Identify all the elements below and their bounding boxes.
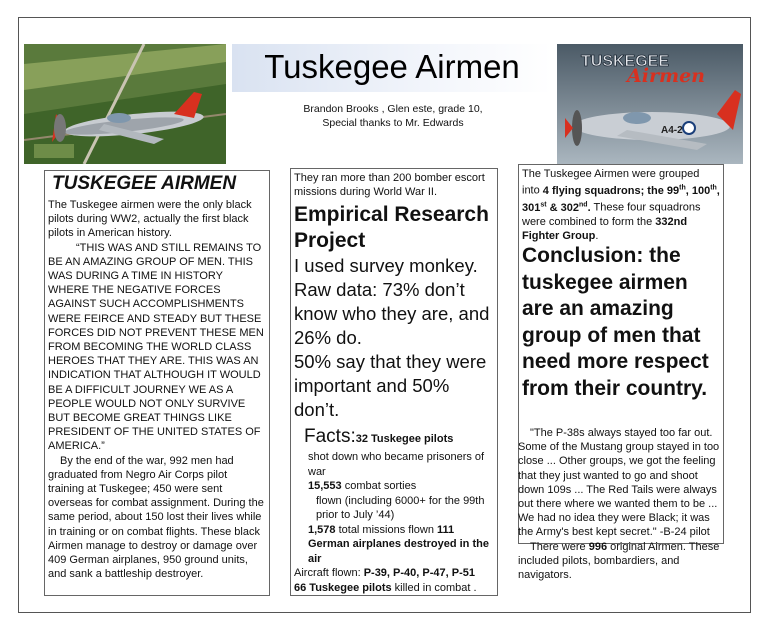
logo-word-airmen: Airmen [627, 65, 705, 87]
conclusion-text: Conclusion: the tuskegee airmen are an amazing group of men that need more respect from their country. [522, 244, 709, 400]
plane-marking: A4-2 [661, 125, 683, 136]
logo-word-tuskegee: TUSKEGEE [581, 53, 670, 70]
photo-tuskegee-logo-plane [557, 44, 743, 164]
sorties-number: 15,553 [308, 480, 342, 493]
bomber-escort-text: They ran more than 200 bomber escort missions during World War II. [294, 172, 485, 199]
facts-sorties [308, 479, 494, 494]
quote-paragraph: “THIS WAS AND STILL REMAINS TO BE AN AMAZING GROUP OF MEN. THIS WAS DURING A TIME IN HISTORY WHERE THE NEGATIVE FORCES AGAINST SUCH ACCOMPLISHMENTS WERE FEIRCE AND STEADY BUT THESE FORCES DID NOT PREVENT THESE MEN FROM BECOMING THE WORLD CLASS HEROES THAT THEY ARE. THIS WAS AN INDICATION THAT ALTHOUGH IT WOULD BE A DIFFICULT JOURNEY WE AS A PEOPLE WOULD NOT ONLY SURVIVE BUT BECOME GREAT THINGS LIKE PRESIDENT OF THE UNITED STATES OF AMERICA.” [48, 241, 264, 453]
killed-count: 66 Tuskegee pilots [294, 581, 392, 594]
original-airmen-text [518, 540, 724, 583]
facts-pilots: 32 Tuskegee pilots [355, 433, 454, 446]
tuskegee-airmen-text-box [44, 170, 270, 596]
intro-paragraph: The Tuskegee airmen were the only black pilots during WW2, actually the first black pilots in American history. [48, 199, 252, 240]
facts-sorties-detail: flown (including 6000+ for the 99th prior to July ’44) [316, 494, 485, 522]
killed-label: killed in combat . [391, 581, 477, 594]
sup-th-100: th [710, 184, 717, 192]
squadron-100: , 100 [685, 184, 711, 197]
airplanes-destroyed: 111 German airplanes destroyed in the air [308, 523, 489, 565]
aircraft-list: P-39, P-40, P-47, P-51 [363, 567, 475, 580]
survey-text: I used survey monkey. Raw data: 73% don’t know who they are, and 26% do. [294, 255, 490, 349]
original-airmen-count: 996 [588, 540, 608, 553]
missions-label: total missions flown [335, 523, 438, 536]
squadrons-combined: These four squadrons were combined to form the [522, 201, 701, 228]
facts-killed [294, 581, 494, 596]
fighter-group: 332nd Fighter Group [522, 215, 688, 243]
aircraft-label: Aircraft flown: [294, 567, 364, 580]
sup-nd-302: nd [579, 201, 588, 209]
original-airmen-detail: original Airmen. These included pilots, bombardiers, and navigators. [518, 540, 720, 582]
missions-number: 1,578 [308, 523, 336, 536]
fighter-group-period: . [595, 230, 599, 243]
byline [262, 102, 524, 130]
sup-st-301: st [540, 201, 547, 209]
facts-label: Facts: [304, 426, 356, 448]
facts-missions [308, 523, 494, 567]
b24-pilot-quote-block [518, 426, 724, 582]
original-airmen-intro: There were [530, 540, 589, 553]
facts-pow: shot down who became prisoners of war [308, 451, 485, 478]
squadron-301: , 301 [522, 184, 720, 214]
byline-authors: Brandon Brooks , Glen este, grade 10, [303, 103, 483, 115]
squadron-99: 4 flying squadrons; the 99 [542, 184, 680, 197]
section-heading-tuskegee-airmen: TUSKEGEE AIRMEN [52, 173, 237, 194]
facts-aircraft [294, 566, 494, 581]
page-title: Tuskegee Airmen [264, 48, 520, 85]
sorties-label: combat sorties [341, 480, 417, 493]
b24-pilot-quote: "The P-38s always stayed too far out. Some of the Mustang group stayed in too close ... Other groups, we got the feeling that they just wanted to go and shoot down 109s ... The Red Tails were always out there where we wanted them to be ... We had no idea they were Black; it was the Army's best kept secret." -B-24 pilot [518, 427, 720, 539]
squadron-period: . [587, 201, 591, 214]
history-paragraph: By the end of the war, 992 men had graduated from Negro Air Corps pilot training at Tuskegee; 450 were sent overseas for combat assignment. During the same period, about 150 lost their lives while in training or on combat flights. These black Airmen manage to destroy or damage over 409 German airplanes, 950 ground units, and sank a battleship destroyer. [48, 454, 264, 581]
sup-th-99: th [679, 184, 686, 192]
research-text-box [290, 168, 498, 596]
squadrons-intro: The Tuskegee Airmen were grouped into [522, 168, 700, 197]
byline-thanks: Special thanks to Mr. Edwards [322, 117, 464, 129]
squadrons-text [522, 167, 720, 243]
importance-text: 50% say that they were important and 50% don’t. [294, 351, 487, 421]
photo-p51-farmland [24, 44, 226, 164]
facts-heading [304, 426, 494, 448]
squadron-302: & 302 [546, 201, 580, 214]
research-heading: Empirical Research Project [294, 203, 489, 253]
